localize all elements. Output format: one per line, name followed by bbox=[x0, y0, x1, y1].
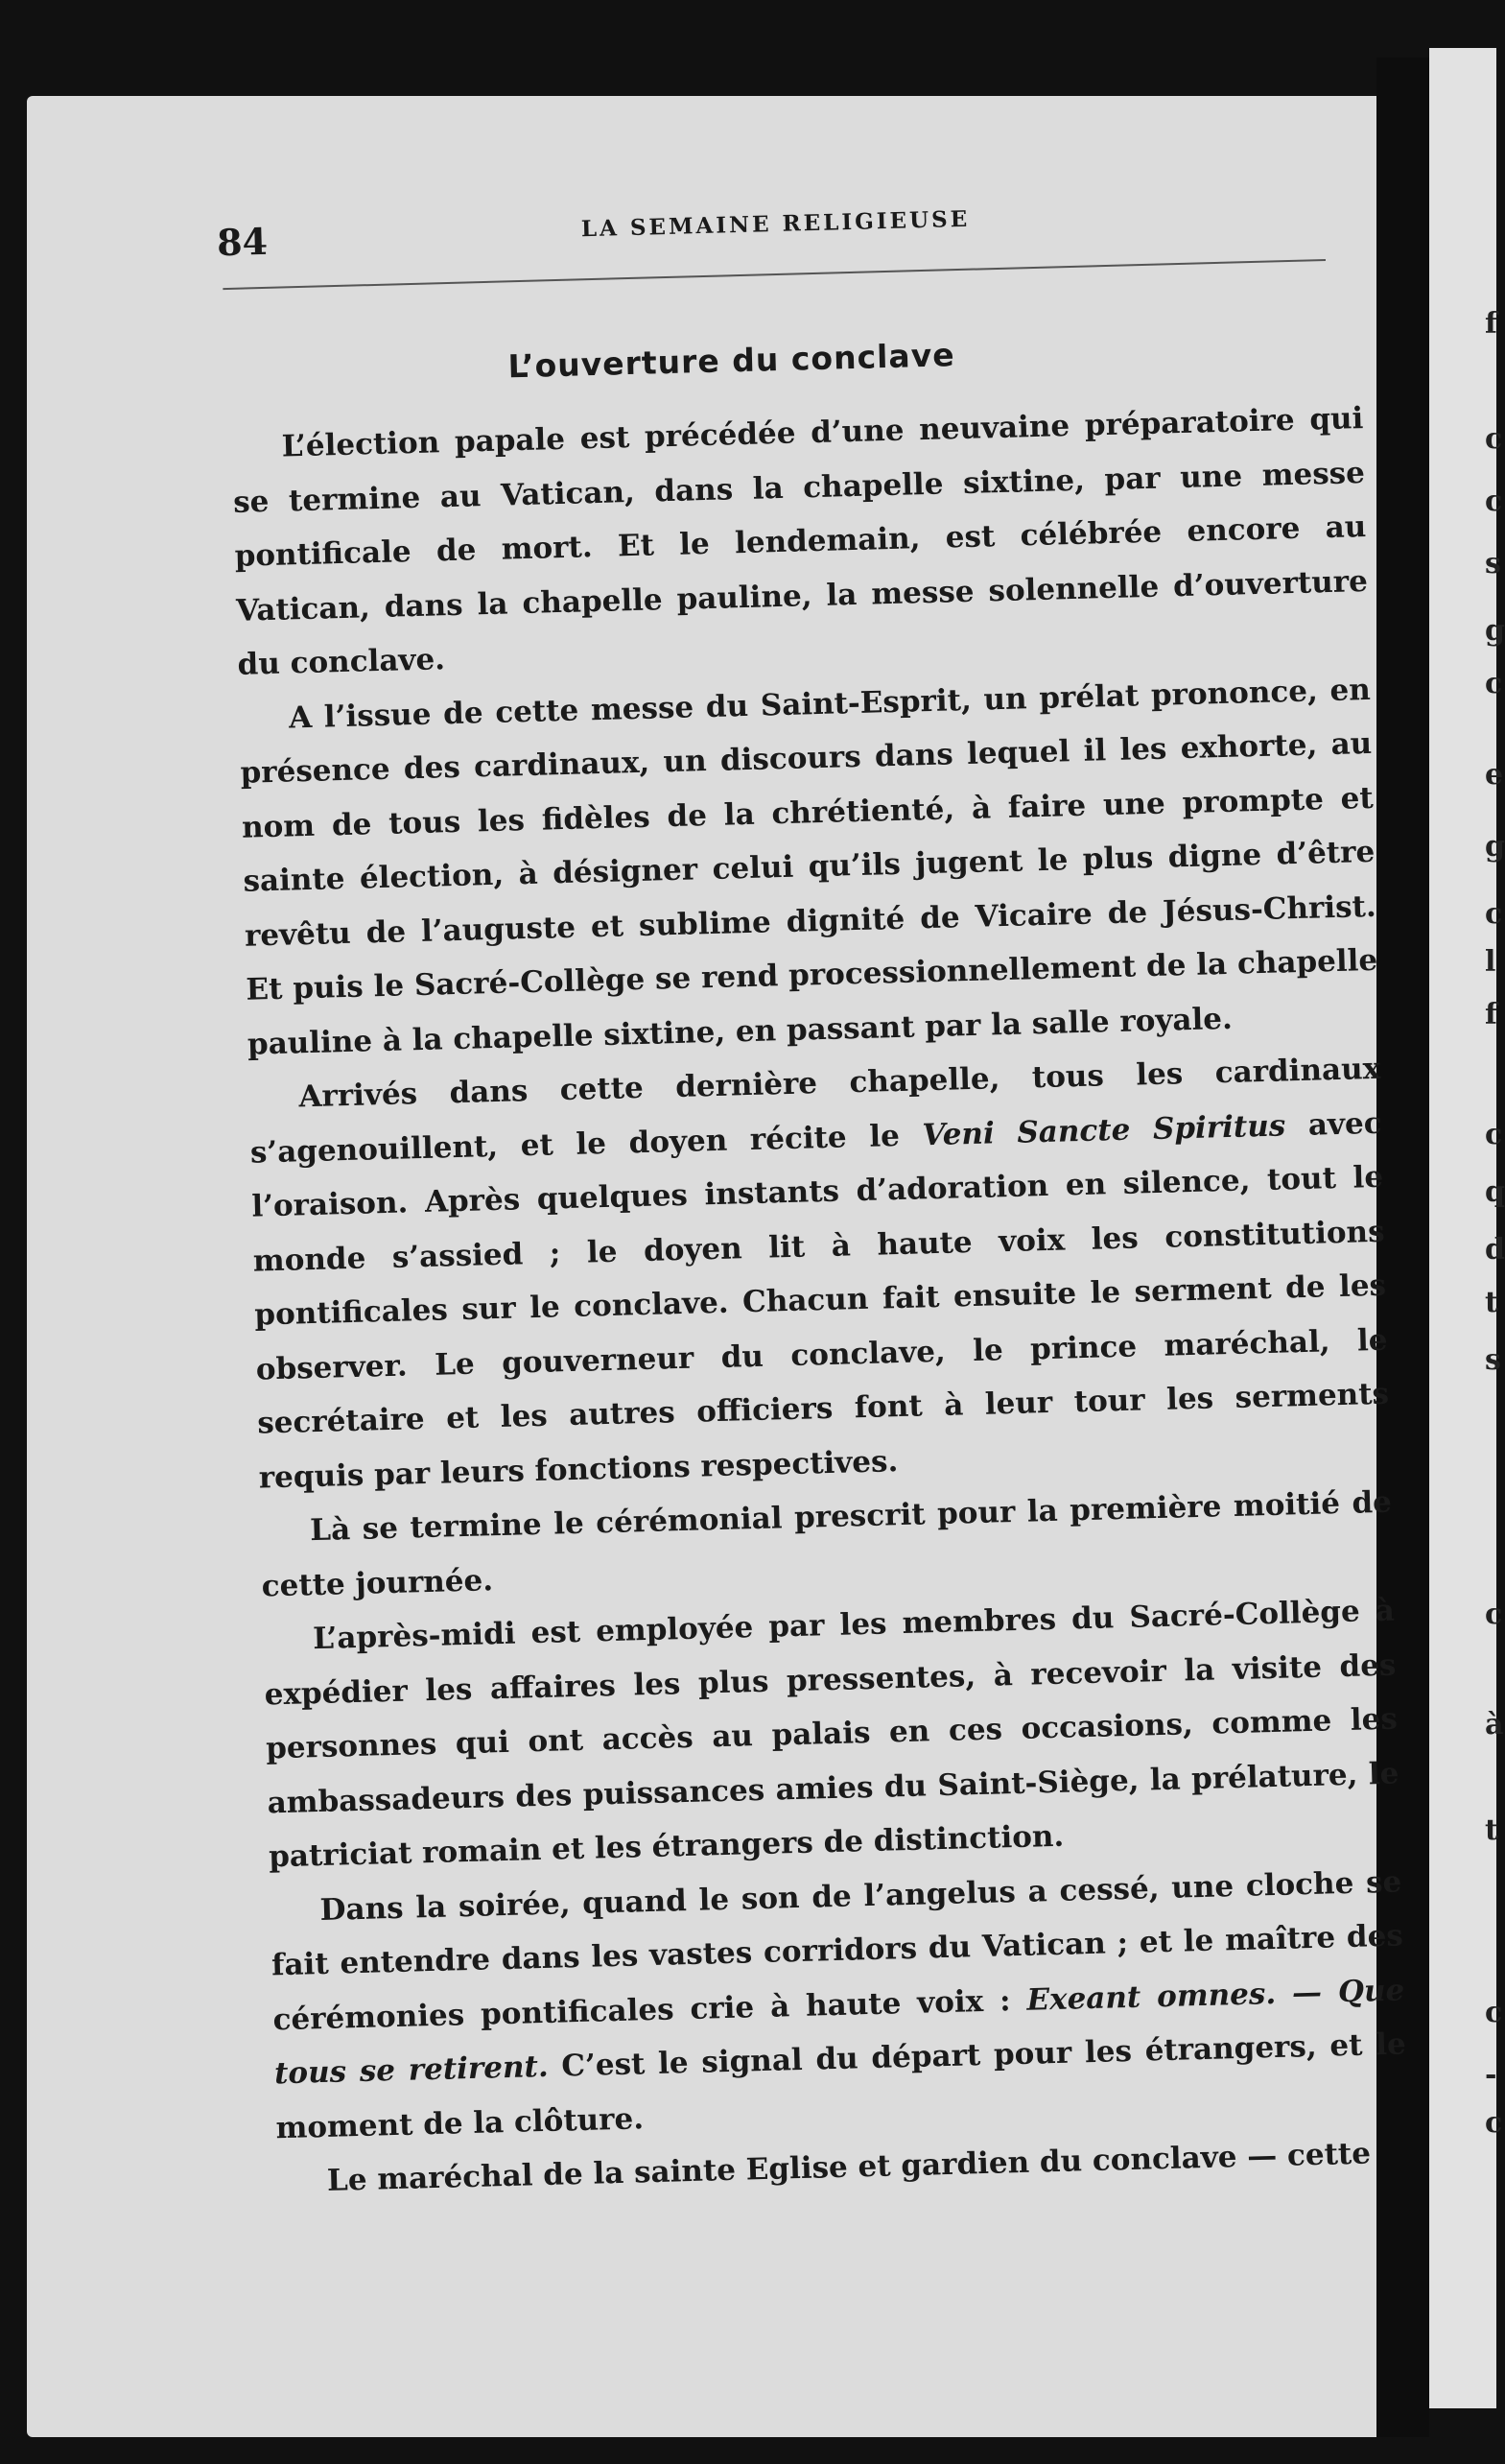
facing-page-letter: s bbox=[1485, 1343, 1501, 1377]
facing-page-letter: c bbox=[1485, 422, 1503, 456]
header-rule bbox=[223, 259, 1326, 290]
section-title: L’ouverture du conclave bbox=[507, 336, 956, 386]
facing-page-letter: c bbox=[1485, 667, 1503, 700]
facing-page-letter: g bbox=[1485, 830, 1505, 864]
paragraph bbox=[248, 1042, 1391, 1505]
article-body bbox=[231, 391, 1409, 2210]
facing-page-letter: t bbox=[1485, 1286, 1498, 1319]
facing-page-letter: f bbox=[1485, 998, 1497, 1031]
facing-page-letter: q bbox=[1485, 1175, 1505, 1209]
running-title: LA SEMAINE RELIGIEUSE bbox=[580, 205, 971, 243]
facing-page-letter: c bbox=[1485, 1118, 1503, 1151]
text-run: Dans la soirée, quand le son de l’angelus a cessé, une cloche se fait entendre dans les vastes corridors du Vatican ; et le maître des cérémonies pontificales crie à haute voix : bbox=[270, 1864, 1404, 2037]
italic-phrase: Exeant omnes. — Que tous se retirent. bbox=[273, 1972, 1405, 2092]
text-run: A l’issue de cette messe du Saint-Esprit, un prélat prononce, en présence des cardinaux, un discours dans lequel il les exhorte, au nom de tous les fidèles de la chrétienté, à faire une prompte et sainte élection, à désigner celui qu’ils jugent le plus digne d’être revêtu de l’auguste et sublime dignité de Vicaire de Jésus-Christ. Et puis le Sacré-Collège se rend processionnellement de la chapelle pauline à la chapelle sixtine, en passant par la salle royale. bbox=[240, 672, 1378, 1062]
facing-page-letter: c bbox=[1485, 1598, 1503, 1631]
facing-page-letter: s bbox=[1485, 547, 1501, 580]
facing-page-letter: c bbox=[1485, 2106, 1503, 2140]
facing-page-letter: à bbox=[1485, 1708, 1504, 1741]
facing-page bbox=[1429, 48, 1505, 2408]
facing-page-letter: c bbox=[1485, 1996, 1503, 2029]
facing-page-letter: c bbox=[1485, 897, 1503, 931]
facing-page-letter: t bbox=[1485, 1813, 1498, 1847]
page-number: 84 bbox=[216, 219, 269, 265]
paragraph bbox=[231, 391, 1370, 692]
page-content bbox=[216, 172, 1409, 2210]
facing-page-letter: g bbox=[1485, 614, 1505, 648]
facing-page-letter: f bbox=[1485, 307, 1497, 341]
text-run: L’après-midi est employée par les membres du Sacré-Collège à expédier les affaires les plus pressentes, à recevoir la visite des personnes qui ont accès au palais en ces occasions, comme les ambassadeurs des puissances amies du Saint-Siège, la prélature, le patriciat romain et les étrangers de distinction. bbox=[264, 1593, 1399, 1875]
facing-page-letter: l bbox=[1485, 945, 1496, 979]
facing-page-letter: d bbox=[1485, 1233, 1505, 1267]
facing-page-letter: e bbox=[1485, 758, 1504, 792]
text-run: Là se termine le cérémonial prescrit pour la première moitié de cette journée. bbox=[261, 1484, 1393, 1603]
paragraph bbox=[270, 1855, 1408, 2155]
text-run: C’est le signal du départ pour les étrangers, et le moment de la clôture. bbox=[275, 2026, 1407, 2145]
paragraph bbox=[263, 1584, 1401, 1884]
paragraph bbox=[238, 662, 1379, 1071]
text-run: Le maréchal de la sainte Eglise et gardien du conclave — cette bbox=[326, 2136, 1372, 2198]
text-run: L’élection papale est précédée d’une neuvaine préparatoire qui se termine au Vatican, dans la chapelle sixtine, par une messe pontificale de mort. Et le lendemain, est célébrée encore au Vatican, dans la chapelle pauline, la messe solennelle d’ouverture du conclave. bbox=[232, 401, 1369, 682]
italic-phrase: Veni Sancte Spiritus bbox=[922, 1107, 1286, 1152]
facing-page-letter: c bbox=[1485, 485, 1503, 518]
text-run: avec l’oraison. Après quelques instants d’adoration en silence, tout le monde s’assied ; le doyen lit à haute voix les constitutions pontificales sur le conclave. Chacun fait ensuite le serment de les observer. Le gouverneur du conclave, le prince maréchal, le secrétaire et les autres officiers font à leur tour les serments requis par leurs fonctions respectives. bbox=[250, 1105, 1390, 1496]
facing-page-letter: - bbox=[1485, 2058, 1497, 2092]
text-run: Arrivés dans cette dernière chapelle, tous les cardinaux s’agenouillent, et le doyen récite le bbox=[249, 1051, 1381, 1171]
